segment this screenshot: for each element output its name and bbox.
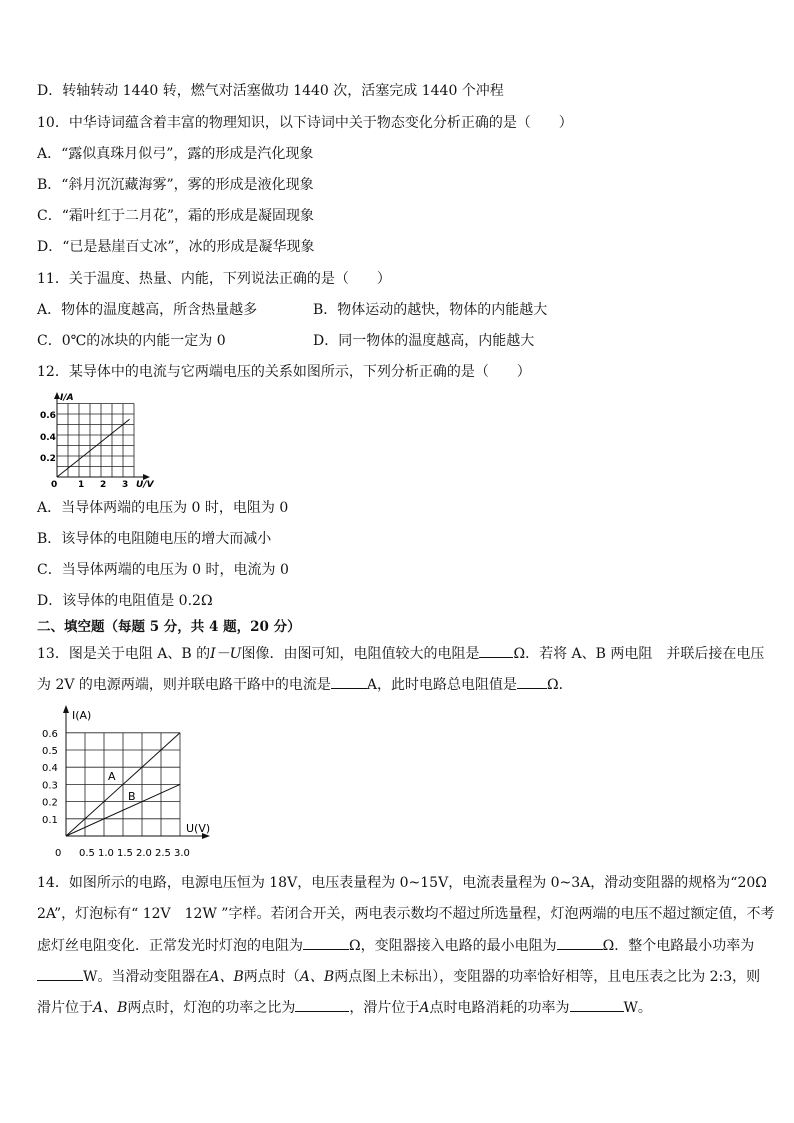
g2-ytick-0.6: 0.6: [42, 728, 58, 740]
q12-iu-graph: [37, 390, 187, 490]
q13-line1: [37, 643, 764, 664]
g2-ylabel: I(A): [72, 709, 92, 722]
g1-xtick-3: 3: [122, 480, 129, 490]
q13-text-4: 为 2V 的电源两端，则并联电路干路中的电流是: [37, 677, 331, 693]
q13-text-3: Ω．若将 A、B 两电阻 并联后接在电压: [513, 646, 765, 662]
q14-blank-4[interactable]: [295, 997, 349, 1012]
g1-ytick-0.2: 0.2: [40, 454, 56, 464]
q14-text-1: 虑灯丝电阻变化．正常发光时灯泡的电阻为: [37, 938, 303, 954]
q14-blank-3[interactable]: [37, 966, 83, 981]
q14-line2: 2A”，灯泡标有“ 12V 12W ”字样。若闭合开关，两电表示数均不超过所选量程，灯泡两端的电压不超过额定值，不考: [37, 906, 775, 922]
g1-ytick-0.6: 0.6: [40, 411, 56, 421]
q14-text-4: W。当滑动变阻器在: [83, 969, 210, 985]
q11-stem: 11．关于温度、热量、内能，下列说法正确的是（ ）: [37, 271, 391, 287]
q14-ab-3: A、B: [93, 1000, 128, 1016]
g2-origin: 0: [55, 848, 62, 859]
q14-line5: [37, 997, 652, 1018]
g2-ytick-0.2: 0.2: [42, 797, 58, 809]
q14-text-10: 点时电路消耗的功率为: [429, 1000, 570, 1016]
q13-iu-graph: [38, 703, 218, 863]
q12-option-d: D．该导体的电阻值是 0.2Ω: [37, 593, 213, 609]
g2-y-arrow: [63, 705, 69, 713]
q14-line1: 14．如图所示的电路，电源电压恒为 18V，电压表量程为 0~15V，电流表量程为 0~3A，滑动变阻器的规格为“20Ω: [37, 875, 767, 891]
q12-option-a: A．当导体两端的电压为 0 时，电阻为 0: [37, 500, 289, 516]
q10-option-c: C．“霜叶红于二月花”，霜的形成是凝固现象: [37, 208, 315, 224]
q13-line2: [37, 674, 573, 695]
g2-ytick-0.3: 0.3: [42, 780, 58, 792]
q13-text-2: 图像．由图可知，电阻值较大的电阻是: [241, 646, 480, 662]
q13-text-6: Ω．: [547, 677, 573, 693]
q14-text-5: 两点时（: [243, 969, 300, 985]
g2-xtick-1.0: 1.0: [98, 848, 114, 859]
q9-option-d: D．转轴转动 1440 转，燃气对活塞做功 1440 次，活塞完成 1440 个冲程: [37, 83, 504, 99]
q11-option-d: D．同一物体的温度越高，内能越大: [313, 333, 535, 349]
q14-ab-2: A、B: [299, 969, 335, 985]
q13-iu: I－U: [210, 646, 242, 662]
q14-line4: [37, 966, 760, 987]
q14-line3: [37, 935, 754, 956]
g2-xlabel: U(V): [186, 822, 211, 835]
q14-blank-1[interactable]: [303, 935, 349, 950]
q11-option-b: B．物体运动的越快，物体的内能越大: [313, 302, 548, 318]
q13-blank-1[interactable]: [479, 643, 513, 658]
g2-ytick-0.1: 0.1: [42, 814, 58, 826]
q10-stem: 10．中华诗词蕴含着丰富的物理知识，以下诗词中关于物态变化分析正确的是（ ）: [37, 115, 573, 131]
q14-ab-1: A、B: [209, 969, 244, 985]
g2-xtick-2.0: 2.0: [136, 848, 152, 859]
g2-ytick-0.5: 0.5: [42, 746, 58, 757]
g2-ytick-0.4: 0.4: [42, 763, 58, 775]
g1-ytick-0.4: 0.4: [40, 433, 56, 443]
q14-text-7: 滑片位于: [37, 1000, 93, 1016]
q14-text-11: W。: [623, 1000, 652, 1016]
section-heading: 二、填空题（每题 5 分，共 4 题，20 分）: [37, 619, 301, 635]
q12-option-b: B．该导体的电阻随电压的增大而减小: [37, 531, 272, 547]
g1-origin: 0: [51, 480, 58, 490]
q14-blank-2[interactable]: [557, 935, 603, 950]
q10-option-b: B．“斜月沉沉藏海雾”，雾的形成是液化现象: [37, 177, 314, 193]
q14-text-3: Ω．整个电路最小功率为: [602, 938, 755, 954]
q11-option-a: A．物体的温度越高，所含热量越多: [37, 302, 258, 318]
g1-xtick-1: 1: [78, 480, 85, 490]
g1-ylabel: I/A: [60, 393, 74, 403]
q13-blank-3[interactable]: [517, 674, 547, 689]
g2-xtick-1.5: 1.5: [117, 848, 133, 859]
g1-xlabel: U/V: [136, 480, 154, 490]
q13-text-1: 13．图是关于电阻 A、B 的: [37, 646, 211, 662]
q10-option-a: A．“露似真珠月似弓”，露的形成是汽化现象: [37, 146, 314, 162]
q13-blank-2[interactable]: [331, 674, 367, 689]
g2-xtick-3.0: 3.0: [174, 848, 190, 859]
g2-label-b: B: [128, 790, 136, 803]
g2-xtick-0.5: 0.5: [79, 848, 95, 859]
q14-text-9: ，滑片位于: [349, 1000, 420, 1016]
q14-a: A: [419, 1000, 430, 1016]
q14-blank-5[interactable]: [570, 997, 624, 1012]
q14-text-8: 两点时，灯泡的功率之比为: [127, 1000, 296, 1016]
q12-option-c: C．当导体两端的电压为 0 时，电流为 0: [37, 562, 289, 578]
g2-label-a: A: [108, 770, 116, 783]
q11-option-c: C．0℃的冰块的内能一定为 0: [37, 333, 226, 349]
q14-text-6: 两点图上未标出），变阻器的功率恰好相等，且电压表之比为 2:3，则: [334, 969, 761, 985]
q14-text-2: Ω，变阻器接入电路的最小电阻为: [349, 938, 557, 954]
q12-stem: 12．某导体中的电流与它两端电压的关系如图所示，下列分析正确的是（ ）: [37, 364, 531, 380]
g1-xtick-2: 2: [100, 480, 107, 490]
g2-xtick-2.5: 2.5: [155, 848, 171, 859]
q13-text-5: A，此时电路总电阻值是: [366, 677, 518, 693]
q10-option-d: D．“已是悬崖百丈冰”，冰的形成是凝华现象: [37, 239, 315, 255]
